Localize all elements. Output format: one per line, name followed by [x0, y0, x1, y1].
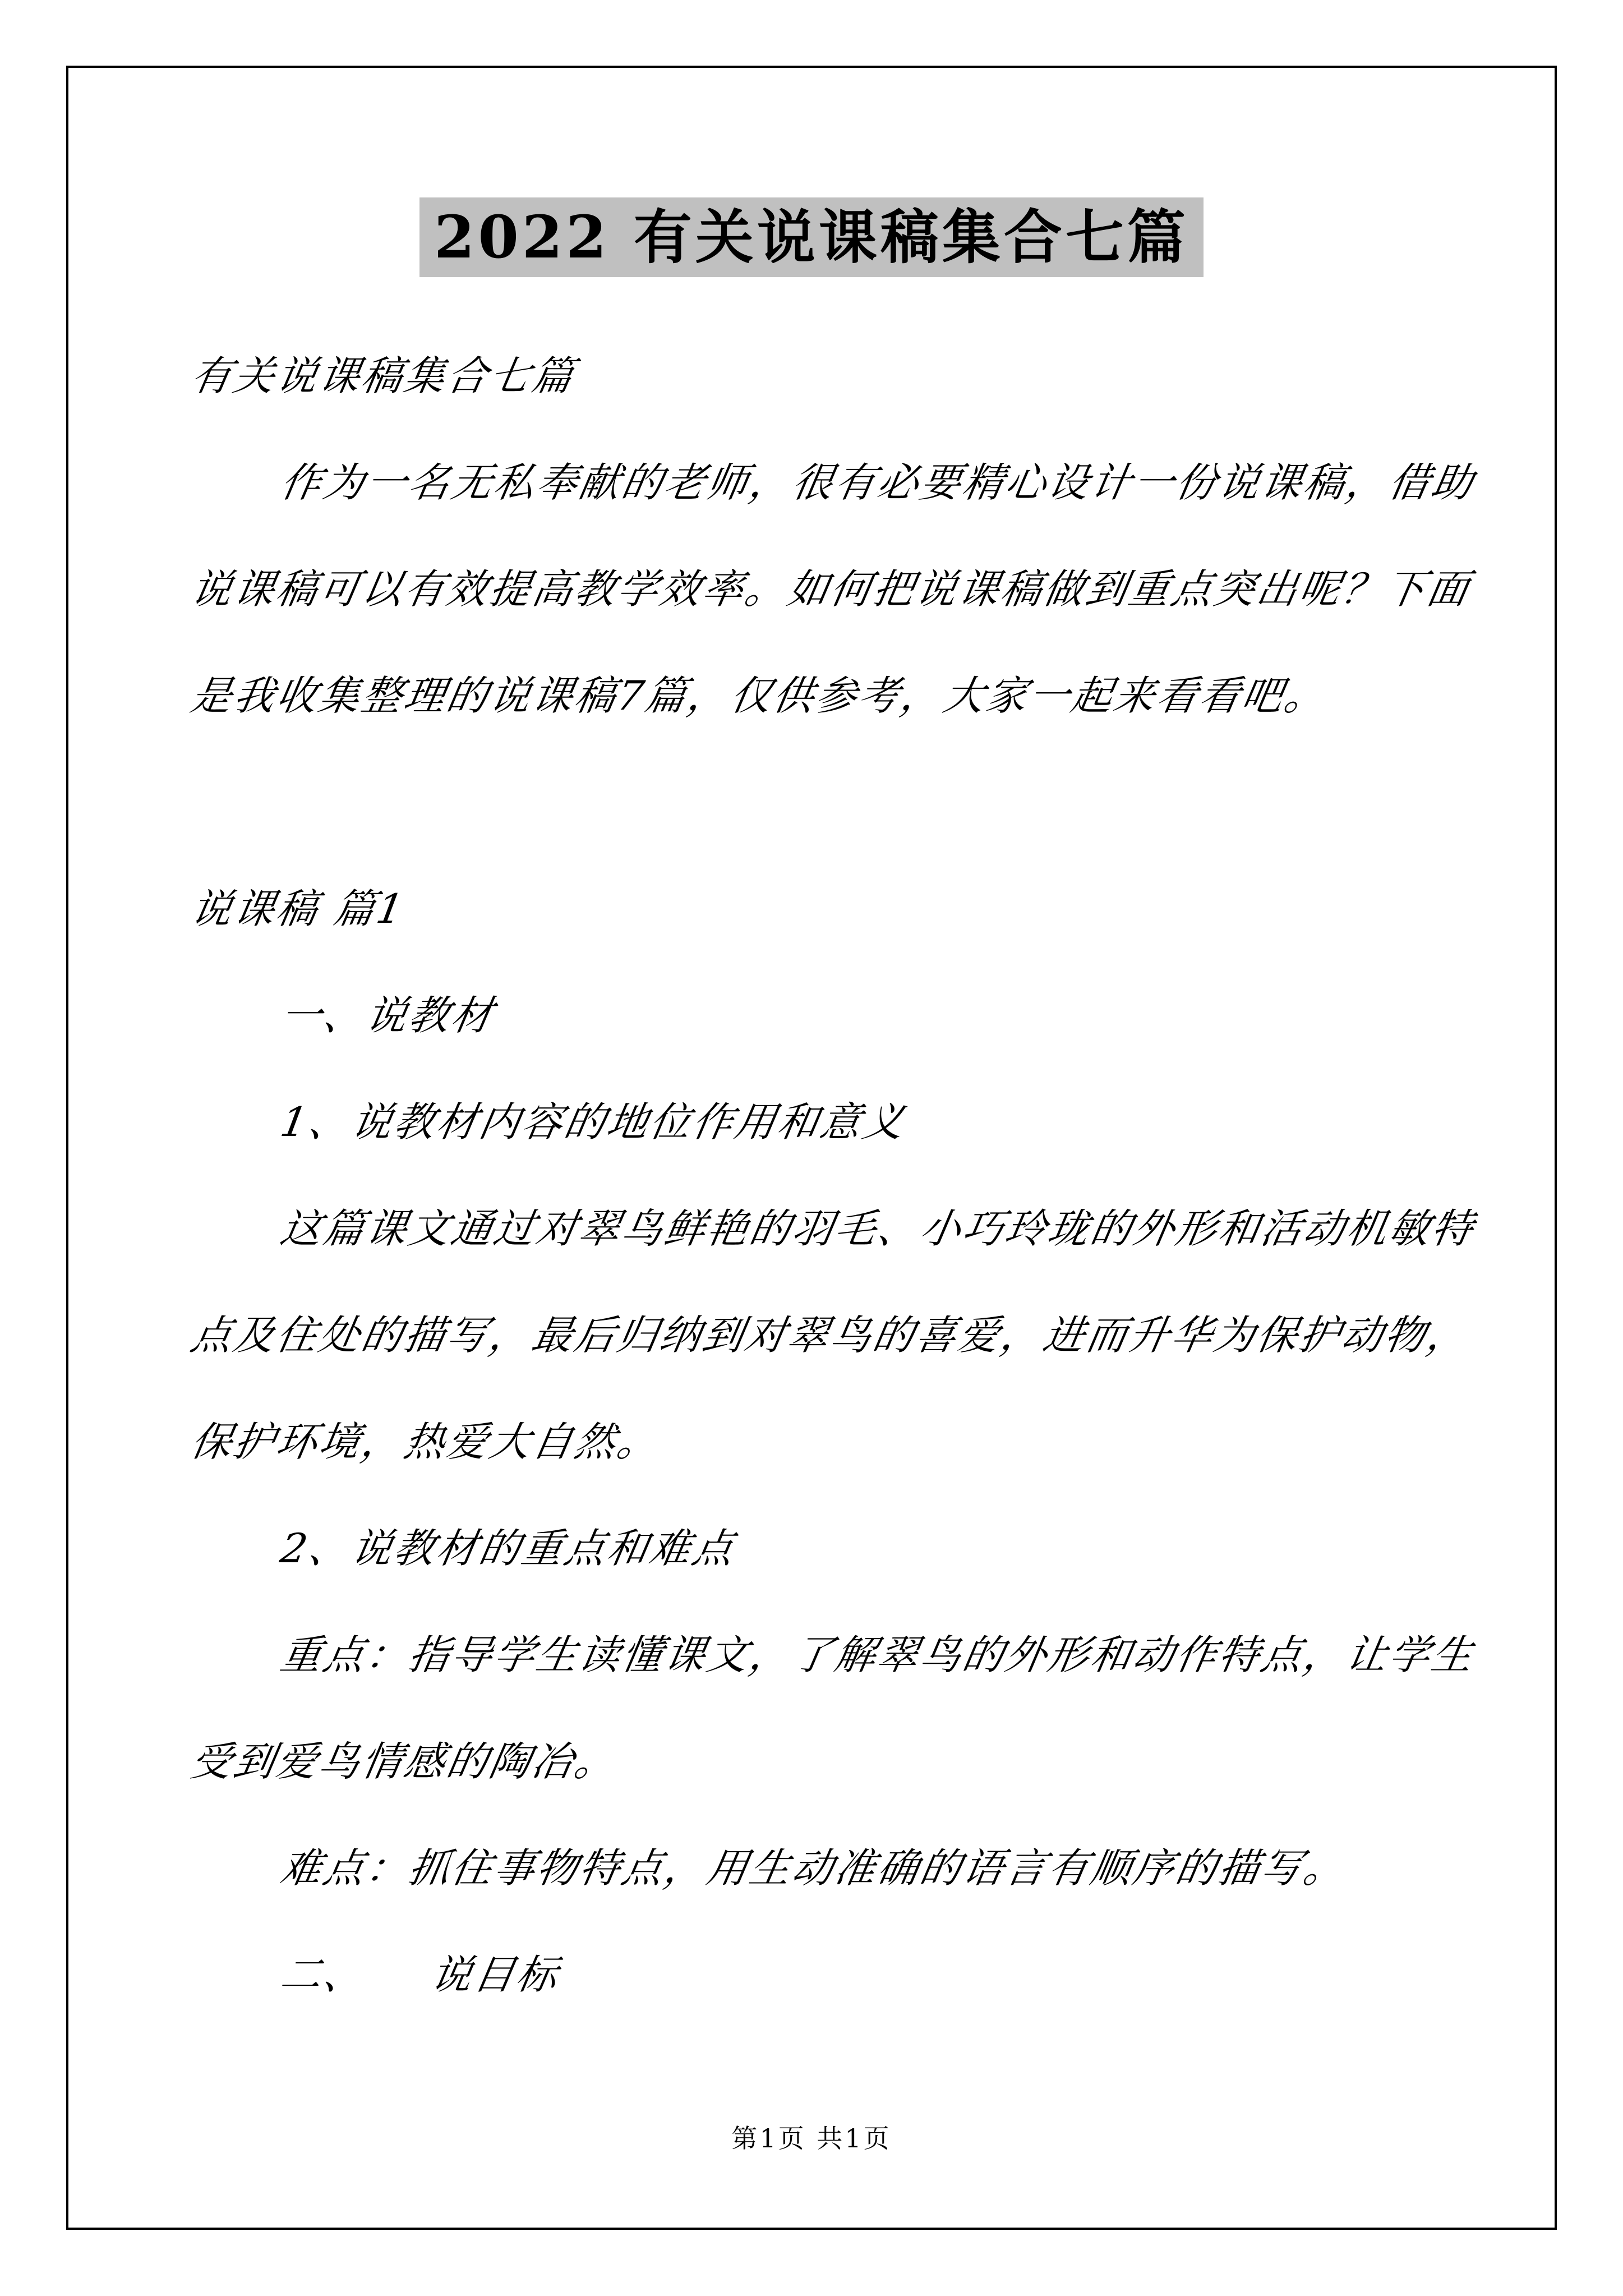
- body-line-text: 二、 说目标: [276, 1951, 564, 1998]
- body-line: [190, 1069, 1436, 1175]
- document-body: [187, 323, 1479, 2028]
- body-line: [187, 855, 1436, 962]
- body-line-text: 有关说课稿集合七篇: [187, 352, 579, 399]
- body-line: [190, 1815, 1436, 1921]
- body-line: [190, 962, 1436, 1069]
- body-line-text: 说课稿 篇1: [187, 885, 409, 932]
- body-line: [187, 536, 1474, 642]
- document-title: 2022 有关说课稿集合七篇: [419, 197, 1204, 277]
- page-number: 第1页 共1页: [731, 2123, 892, 2154]
- body-line-text: 点及住处的描写，最后归纳到对翠鸟的喜爱，进而升华为保护动物，: [187, 1312, 1474, 1359]
- body-line-text: 说课稿可以有效提高教学效率。如何把说课稿做到重点突出呢？下面: [187, 565, 1474, 613]
- body-line: [190, 1921, 1436, 2028]
- body-line-text: 作为一名无私奉献的老师，很有必要精心设计一份说课稿，借助: [276, 459, 1479, 506]
- body-line-text: 一、说教材: [276, 992, 499, 1039]
- body-line: [187, 1282, 1474, 1388]
- body-line-text: 重点：指导学生读懂课文，了解翠鸟的外形和动作特点，让学生: [276, 1631, 1479, 1678]
- body-line: [187, 1388, 1436, 1495]
- body-line: [190, 1175, 1479, 1282]
- body-line: [187, 642, 1436, 749]
- body-line-text: 这篇课文通过对翠鸟鲜艳的羽毛、小巧玲珑的外形和活动机敏特: [276, 1205, 1479, 1252]
- body-line-text: 受到爱鸟情感的陶冶。: [187, 1738, 622, 1785]
- body-line-text: 难点：抓住事物特点，用生动准确的语言有顺序的描写。: [276, 1844, 1351, 1892]
- page-footer: [0, 2122, 1623, 2155]
- body-line-text: 保护环境，热爱大自然。: [187, 1418, 665, 1465]
- body-line-text: 是我收集整理的说课稿7篇，仅供参考，大家一起来看看吧。: [187, 672, 1332, 719]
- body-line: [187, 1708, 1436, 1815]
- title-row: [0, 197, 1623, 277]
- body-line-text: 2、说教材的重点和难点: [276, 1525, 740, 1572]
- body-line: [190, 429, 1479, 536]
- body-line-text: 1、说教材内容的地位作用和意义: [276, 1098, 910, 1145]
- body-line: [190, 1602, 1479, 1708]
- body-line: [187, 323, 1436, 429]
- body-line: [190, 1495, 1436, 1602]
